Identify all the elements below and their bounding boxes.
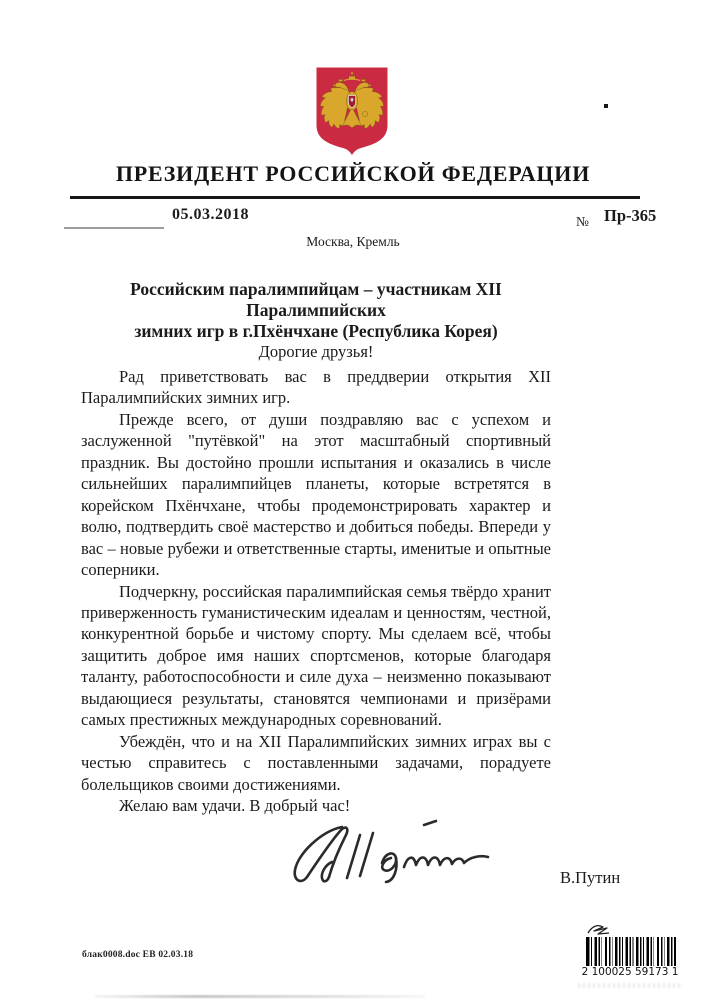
addressee-block: [81, 279, 551, 342]
letter-body: [81, 366, 551, 817]
scan-mark-dot: [604, 104, 608, 108]
footer-file-note: блак0008.doc ЕВ 02.03.18: [82, 950, 194, 960]
pen-mark-icon: [586, 922, 612, 937]
letterhead-title: ПРЕЗИДЕНТ РОССИЙСКОЙ ФЕДЕРАЦИИ: [115, 161, 591, 186]
scan-smudge: [578, 983, 682, 988]
addressee-line: Российским паралимпийцам – участникам XII Паралимпийских: [130, 279, 502, 320]
paragraph: Прежде всего, от души поздравляю вас с успехом и заслуженной "путёвкой" на этот масштабный спортивный праздник. Вы достойно прошли испытания и оказались в числе сильнейших паралимпийцев планеты, которые встретятся в корейском Пхёнчхане, чтобы продемонстрировать характер и волю, подтвердить своё мастерство и добиться победы. Впереди у вас – новые рубежи и ответственные старты, именитые и опытные соперники.: [81, 409, 551, 580]
scan-smudge: [95, 995, 425, 998]
number-value: Пр-365: [604, 206, 657, 225]
salutation: Дорогие друзья!: [258, 342, 374, 361]
signer-name: В.Путин: [560, 868, 621, 887]
barcode-bars: [586, 937, 676, 966]
paragraph: Убеждён, что и на XII Паралимпийских зимних играх вы с честью справитесь с поставленными задачами, порадуете болельщиков своими достижениями.: [81, 731, 551, 794]
barcode-digits: 2 100025 59173 1: [581, 966, 679, 978]
number-sign: №: [576, 214, 589, 229]
date-underline: [64, 227, 164, 229]
coat-of-arms-icon: [314, 65, 390, 157]
handwritten-signature: [288, 813, 498, 891]
addressee-line: зимних игр в г.Пхёнчхане (Республика Корея): [134, 321, 498, 341]
paragraph: Рад приветствовать вас в преддверии открытия XII Паралимпийских зимних игр.: [81, 367, 551, 408]
place-line: Москва, Кремль: [306, 234, 400, 249]
paragraph: Подчеркну, российская паралимпийская семья твёрдо хранит приверженность гуманистическим идеалам и ценностям, честной, конкурентной борьбе и чистому спорту. Мы сделаем всё, чтобы защитить доброе имя наших спортсменов, которые благодаря таланту, работоспособности и силе духа – неизменно показывают выдающиеся результаты, становятся чемпионами и призёрами самых престижных международных соревнований.: [81, 581, 551, 730]
date-value: 05.03.2018: [172, 206, 249, 223]
paragraph: Желаю вам удачи. В добрый час!: [119, 796, 351, 816]
letterhead-rule: [70, 196, 640, 199]
